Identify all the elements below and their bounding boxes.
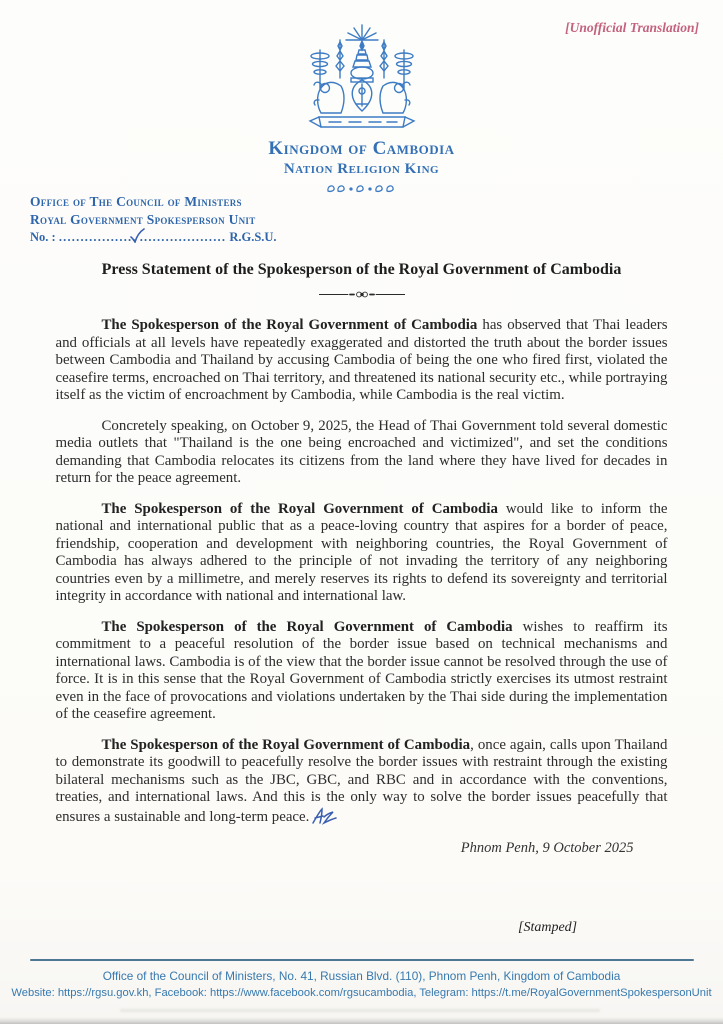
number-prefix: No. : [30,230,59,244]
lion-right-icon [380,82,410,113]
statement-body [56,317,668,826]
stamped-note: [Stamped] [518,920,578,935]
statement-paragraph [56,317,668,405]
unofficial-translation-note: [Unofficial Translation] [565,20,699,35]
scan-edge-shadow [0,1017,723,1024]
ribbon-banner-icon [310,117,414,127]
paragraph-lead: The Spokesperson of the Royal Government of Cambodia [101,500,498,517]
paragraph-lead: The Spokesperson of the Royal Government of Cambodia [101,618,513,635]
scan-artifact [120,1009,600,1012]
dotted-leader-left: .................. [58,230,137,244]
paragraph-text: has observed that Thai leaders and officials at all levels have repeatedly exaggerated and distorted the truth about the border issues between Cambodia and Thailand by accusing Cambodia of being the one who fired first, violated the ceasefire terms, encroached on Thai territory, and threatened its national security etc., while portraying itself as the victim of encroachment by Cambodia, while Cambodia is the real victim. [55,317,668,403]
dateline: Phnom Penh, 9 October 2025 [460,840,634,856]
footer-address: Office of the Council of Ministers, No. 41, Russian Blvd. (110), Phnom Penh, Kingdom of Cambodia [102,969,621,983]
dotted-leader-right: .................... [139,230,227,244]
royal-arms-emblem [297,24,427,138]
office-line-1: Office of The Council of Ministers [30,194,242,209]
document-number-line [30,228,370,246]
statement-title: Press Statement of the Spokesperson of the Royal Government of Cambodia [101,261,622,278]
footer-divider [30,959,694,961]
office-line-2: Royal Government Spokesperson Unit [30,211,256,227]
office-block [30,193,370,246]
statement-paragraph [56,737,668,827]
sun-rays-icon [346,25,378,40]
lion-left-icon [314,82,344,113]
paragraph-text: would like to inform the national and international public that as a peace-loving country that aspires for a border of peace, friendship, cooperation and development with neighboring countries, the Royal Government of Cambodia has always adhered to the principle of not invading the territory of any neighboring countries even by a millimetre, and merely reserves its rights to defend its sovereignty and territorial integrity in accordance with national and international law. [55,500,668,604]
kingdom-title: Kingdom of Cambodia [268,138,455,159]
paragraph-lead: The Spokesperson of the Royal Government of Cambodia [101,317,478,333]
signature-initials-icon [311,807,337,825]
paragraph-lead: The Spokesperson of the Royal Government of Cambodia [101,736,471,753]
statement-paragraph [56,619,668,724]
paragraph-text: , once again, calls upon Thailand to demonstrate its goodwill to peacefully resolve the border issues with restraint through the existing bilateral mechanisms such as the JBC, GBC, and RBC and in accordance with the conventions, treaties, and international laws. And this is the only way to solve the border issues peacefully that ensures a sustainable and long-term peace. [55,736,668,825]
national-motto: Nation Religion King [283,161,440,177]
statement-paragraph [56,418,668,488]
paragraph-text: Concretely speaking, on October 9, 2025, the Head of Thai Government told several domestic media outlets that "Thailand is the one being encroached and victimized", and set the conditions demanding that Cambodia relocates its citizens from the land where they have lived for decades in return for the peace agreement. [55,417,668,486]
central-emblem-icon [352,80,372,111]
number-suffix: R.G.S.U. [226,230,277,244]
footer-links: Website: https://rgsu.gov.kh, Facebook: https://www.facebook.com/rgsucambodia, Telegram: https://t.me/RoyalGovernmentSpokespersonUnit [11,987,712,999]
royal-spire-icon [351,41,373,82]
title-divider-ornament-icon [319,290,405,299]
paragraph-text: wishes to reaffirm its commitment to a peaceful resolution of the border issue based on technical mechanisms and international laws. Cambodia is of the view that the border issue cannot be resolved through the use of force. It is in this sense that the Royal Government of Cambodia strictly exercises its utmost restraint even in the face of provocations and violations undertaken by the Thai side during the implementation of the ceasefire agreement. [55,618,668,722]
statement-paragraph [56,501,668,606]
